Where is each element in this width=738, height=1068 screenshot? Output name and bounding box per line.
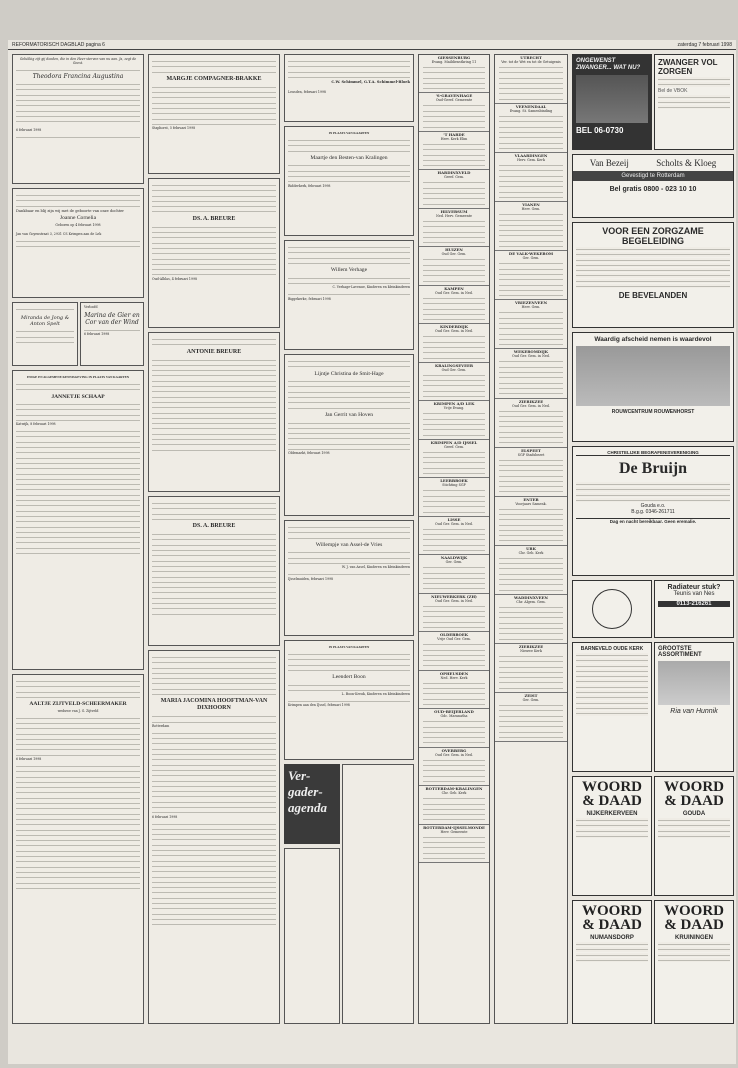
church-listing (419, 594, 489, 632)
ad-town: GOUDA (682, 811, 706, 817)
church-listing (495, 399, 567, 448)
thank-you-van-assel (284, 520, 414, 636)
church-listing (495, 448, 567, 497)
notice-heading: ENIGE EN ALGEMENE KENNISGEVING IN PLAATS VAN KAARTEN (27, 375, 129, 379)
church-text: SGP Stadsbezet (517, 452, 545, 457)
ad-title: GROOTSTE ASSORTIMENT (658, 646, 702, 658)
death-notice-den-besten (284, 126, 414, 236)
newspaper-page (8, 40, 736, 1064)
notice-date: Oldemarkt, februari 1998 (288, 451, 330, 456)
church-town: 'T HARDE (443, 131, 465, 137)
death-notice-breure-2 (148, 496, 280, 646)
church-town: WEKEROMDIJK (513, 349, 549, 355)
church-listing (495, 202, 567, 251)
church-town: ZEIST (524, 693, 538, 699)
church-town: WADDINXVEEN (514, 594, 548, 600)
ad-brand: Ria van Hunnik (670, 708, 718, 715)
church-listing (495, 251, 567, 300)
church-text: Ger. Gem. (522, 698, 540, 703)
church-listing (419, 363, 489, 401)
notice-date: 6 februari 1998 (16, 757, 42, 762)
church-listing (419, 440, 489, 478)
ad-title: VOOR EEN ZORGZAME BEGELEIDING (602, 226, 704, 246)
church-text: Ned. Herv. Kerk (440, 675, 468, 680)
church-text: Oud Ger. Gem. in Ned. (512, 354, 550, 359)
church-town: OUD-BEIJERLAND (434, 709, 474, 715)
place: Rotterdam (152, 723, 170, 728)
church-town: KINDERDIJK (439, 324, 469, 330)
ad-title: Radiateur stuk? (667, 584, 721, 591)
church-text: Oud Ger. Gem. in Ned. (435, 521, 473, 526)
birth-text: Geboren op 4 februari 1998 (55, 222, 101, 227)
thank-you-smit-hage (284, 354, 414, 516)
deceased-name: JANNETJE SCHAAP (51, 393, 105, 400)
deceased-name: Maartje den Besten-van Kralingen (310, 154, 388, 161)
church-listing (419, 478, 489, 516)
church-text: Geref. Gem. (443, 175, 465, 180)
ad-phone: B.g.g. 0346-261711 (631, 509, 675, 516)
ad-sub: Bel de VBOK (658, 87, 688, 94)
church-listing (419, 170, 489, 208)
ad-grootste-assortiment (654, 642, 734, 772)
masthead (8, 40, 736, 50)
church-town: ENTER (523, 496, 539, 502)
church-list-1 (418, 54, 490, 1024)
church-listing (419, 786, 489, 824)
ad-bevelanden (572, 222, 734, 328)
church-listing (495, 546, 567, 595)
birth-notice-2 (12, 188, 144, 298)
ad-woord-daad-1 (572, 776, 652, 896)
masthead-left: REFORMATORISCH DAGBLAD pagina 6 (12, 42, 105, 48)
church-listing (495, 595, 567, 644)
church-text: Oud Ger. Gem. (441, 252, 467, 257)
death-notice-compagner (148, 54, 280, 174)
notice-date: Ridderkerk, februari 1998 (288, 183, 331, 188)
death-notice-boon (284, 640, 414, 760)
ad-zwanger-vol-zorgen (654, 54, 734, 150)
signatories: L. Boon-Kreuk, Kinderen en kleinkinderen (341, 692, 410, 697)
ad-head: CHRISTELIJKE BEGRAFENISVERENIGING (576, 450, 730, 456)
ad-place: Gouda e.o. (640, 503, 666, 510)
notice-date: 6 februari 1998 (16, 128, 42, 133)
ad-barneveld (572, 642, 652, 772)
ad-van-bezeij (572, 154, 734, 218)
church-town: HUIZEN (445, 247, 463, 253)
ad-title: ZWANGER VOL ZORGEN (658, 58, 718, 76)
notice-date: Oud-Alblas, 4 februari 1998 (152, 276, 198, 281)
church-text: Voorjaars Samenk. (515, 501, 547, 506)
couple-names: Miranda de Jong & Anton Spelt (20, 315, 70, 328)
church-listing (419, 709, 489, 747)
deceased-name: ANTONIE BREURE (186, 348, 242, 355)
church-town: URK (526, 545, 536, 551)
birth-notice-1 (12, 54, 144, 184)
church-text: Oud Ger. Gem. in Ned. (512, 403, 550, 408)
ad-town: NUMANSDORP (590, 935, 634, 941)
place-date: Katwijk, 8 februari 1998 (16, 422, 56, 427)
engaged-label: Verloofd (84, 305, 98, 309)
church-text: Stichting SGP (442, 483, 466, 488)
church-town: VLAARDINGEN (514, 153, 548, 159)
church-list-col3b (342, 764, 414, 1024)
ad-phone: 0113-216261 (658, 601, 730, 607)
church-town: HILVERSUM (440, 208, 468, 214)
church-text: Evang. Maildienstkring 11 (431, 60, 477, 64)
ad-town: KRUININGEN (674, 935, 713, 941)
quote: Gelukkig zijt gij dooden, die in den Heer sterven van nu aan. Ja, zegt de Geest. (19, 57, 137, 65)
church-listing (419, 247, 489, 285)
church-text: Herv. Kerk Elim (440, 136, 468, 141)
notice-date: IJsselmuiden, februari 1998 (288, 576, 334, 581)
church-text: Geref. Gem. (443, 444, 465, 449)
ad-phone: BEL 06-0730 (576, 126, 624, 135)
deceased-name: MARIA JACOMINA HOOFTMAN-VAN DIXHOORN (160, 698, 268, 712)
church-town: ZIERIKZEE (518, 643, 544, 649)
church-listing (419, 324, 489, 362)
church-listing (419, 93, 489, 131)
ad-town: NIJKERKERVEEN (586, 811, 638, 817)
church-text: Oud-Geref. Gemeente (435, 98, 473, 103)
notice-heading: IN PLAATS VAN KAARTEN (328, 645, 370, 649)
death-notice-breure-1 (148, 178, 280, 328)
notice-date: Staphorst, 5 februari 1998 (152, 126, 196, 131)
notice-name: Theodora Francina Augustina (32, 73, 124, 81)
church-text: Chr. Algem. Gem. (516, 599, 546, 604)
ad-title: ONGEWENST ZWANGER... WAT NU? (576, 58, 641, 71)
deceased-name: Lijntje Christina de Smit-Hage (314, 370, 384, 377)
church-text: Evang. St. Samenbinding (509, 109, 553, 114)
deceased-name: Willempje van Assel-de Vries (315, 541, 383, 548)
church-listing (419, 55, 489, 93)
church-town: ROTTERDAM-KRALINGEN (425, 786, 483, 792)
deceased-name: Willem Verhage (330, 267, 368, 274)
church-text: Herv. Gem. (521, 305, 541, 310)
thank-you-verhage (284, 240, 414, 350)
church-listing (419, 209, 489, 247)
death-notice-zijtveld (12, 674, 144, 1024)
church-town: LISSE (447, 516, 461, 522)
church-text: Vrije Evang. (443, 406, 465, 411)
ad-rouwcentrum (572, 332, 734, 442)
church-text: Ger. Gem. (522, 256, 540, 261)
ad-brand: WOORD & DAAD (582, 779, 642, 809)
church-text: Chr. Geb. Kerk (441, 791, 467, 796)
ad-ongewenst-zwanger (572, 54, 652, 150)
church-text: Oud Ger. Gem. in Ned. (435, 752, 473, 757)
church-town: VEENENDAAL (515, 104, 547, 110)
ad-brand: WOORD & DAAD (664, 779, 724, 809)
ad-title: BARNEVELD OUDE KERK (580, 646, 644, 652)
church-town: DE VALK-WEKEROM (508, 251, 554, 257)
signatories: C. Verhage-Lavenue, Kinderen en kleinkinderen (332, 285, 410, 290)
engagement-right (80, 302, 144, 366)
thank-you-schimmel (284, 54, 414, 122)
church-listing (495, 693, 567, 742)
church-text: Oud Ger. Gem. (441, 367, 467, 372)
engagement-left (12, 302, 78, 366)
church-town: LEERBROEK (440, 478, 468, 484)
church-text: Herv. Gem. Kerk (517, 158, 545, 163)
church-town: VIANEN (522, 202, 540, 208)
brand-left: Van Bezeij (589, 158, 629, 168)
notice-date: 6 februari 1998 (152, 814, 178, 819)
vergader-agenda-title: Ver-gader-agenda (284, 764, 340, 844)
engaged-date: 6 februari 1998 (84, 332, 110, 337)
ad-woord-daad-3 (572, 900, 652, 1024)
church-listing (419, 132, 489, 170)
church-text: Gdc. Maranatha (440, 714, 468, 719)
church-listing (419, 632, 489, 670)
church-text: Ned. Herv. Gemeente (435, 213, 473, 218)
death-notice-hooftman (148, 650, 280, 1024)
ad-title: Waardig afscheid nemen is waardevol (594, 336, 712, 343)
ad-woord-daad-2 (654, 776, 734, 896)
death-notice-schaap (12, 370, 144, 670)
ad-phone: Bel gratis 0800 - 023 10 10 (609, 186, 697, 193)
church-town: OVERBERG (441, 747, 467, 753)
church-town: NAALDWIJK (440, 555, 468, 561)
church-listing (495, 349, 567, 398)
church-listing (495, 153, 567, 202)
church-town: KRIMPEN A/D LEK (433, 401, 475, 407)
ad-brand: WOORD & DAAD (664, 903, 724, 933)
deceased-name-2: Jan Gerrit van Hoven (325, 411, 373, 418)
ad-brand: De Bruijn (619, 460, 687, 477)
ad-de-bruijn (572, 446, 734, 576)
church-text: Vrije Oud Ger. Gem. (437, 637, 471, 642)
signatories: C.W. Schimmel, G.T.A. Schimmel-Bloek (331, 80, 410, 85)
church-town: KAMPEN (444, 285, 464, 291)
church-listing (419, 401, 489, 439)
ad-woord-daad-4 (654, 900, 734, 1024)
couple-names: Marina de Gier en Cor van der Wind (84, 311, 140, 326)
notice-date: Biggekerke, februari 1998 (288, 296, 331, 301)
deceased-name: Leendert Boon (332, 674, 366, 681)
church-town: OPHEUSDEN (439, 670, 469, 676)
church-listing (419, 671, 489, 709)
church-listing (419, 517, 489, 555)
death-notice-antonie-breure (148, 332, 280, 492)
signatories: W. J. van Assel, Kinderen en kleinkinderen (341, 565, 410, 570)
church-text: Nieuwe Kerk (520, 648, 542, 653)
ad-city: Gevestigd te Rotterdam (573, 171, 733, 181)
church-town: 'S-GRAVENHAGE (435, 93, 473, 99)
deceased-name: AALTJE ZIJTVELD-SCHEERMAKER (29, 701, 127, 708)
church-text: Herv. Gem. (521, 207, 541, 212)
child-name: Joanne Cornelia (59, 215, 97, 222)
masthead-right: zaterdag 7 februari 1998 (677, 42, 732, 48)
church-listing (495, 104, 567, 153)
church-text: Oud Ger. Gem. in Ned. (435, 329, 473, 334)
church-text: Ver. tot de Wet en tot de Getuigenis (501, 60, 561, 64)
church-text: Ger. Gem. (445, 560, 463, 565)
church-listing (495, 55, 567, 104)
church-listing (419, 825, 489, 863)
church-town: ROTTERDAM-IJSSELMONDE (423, 824, 485, 830)
church-text: Oud Ger. Gem. in Ned. (435, 598, 473, 603)
deceased-sub: weduwe van J. G. Zijtveld (57, 708, 99, 713)
church-town: VRIEZENVEEN (514, 300, 548, 306)
notice-heading: IN PLAATS VAN KAARTEN (328, 131, 370, 135)
church-town: NIEUWERKERK (ZH) (431, 593, 477, 599)
ad-seal (572, 580, 652, 638)
deceased-name: DS. A. BREURE (192, 215, 236, 222)
ad-brand: DE BEVELANDEN (618, 291, 688, 301)
church-town: ELSPEET (521, 447, 541, 453)
church-listing (495, 644, 567, 693)
notice-date: Leusden, februari 1998 (288, 89, 326, 94)
deceased-name: MARGJE COMPAGNER-BRAKKE (166, 75, 262, 82)
church-listing (419, 748, 489, 786)
address: Jan van Goyenstraat 3, 2931 CS Krimpen aan de Lek (16, 231, 102, 236)
ad-sub: Teunis van Nes (673, 591, 715, 597)
church-listing (495, 497, 567, 546)
deceased-name: DS. A. BREURE (192, 523, 236, 530)
ad-brand: WOORD & DAAD (582, 903, 642, 933)
church-town: HARDINXVELD (437, 170, 471, 176)
intro-text: Dankbaar en blij zijn wij met de geboorte van onze dochter (16, 208, 125, 213)
ad-brand: ROUWCENTRUM ROUWENHORST (611, 409, 695, 415)
church-town: KRALINGSEVEER (434, 362, 474, 368)
church-town: UTRECHT (520, 55, 542, 60)
church-text: Herv. Gemeente (440, 829, 468, 834)
church-listing (495, 300, 567, 349)
church-town: GIESSENBURG (437, 55, 471, 60)
ad-foot: Dag en nacht bereikbaar. Geen eremalie. (576, 518, 730, 524)
church-list-col3a (284, 848, 340, 1024)
ad-radiateur (654, 580, 734, 638)
church-town: ZIERIKZEE (518, 398, 544, 404)
church-list-2 (494, 54, 568, 1024)
church-listing (419, 555, 489, 593)
church-listing (419, 286, 489, 324)
church-town: KRIMPEN A/D IJSSEL (430, 439, 478, 445)
church-text: Chr. Geb. Kerk (518, 550, 544, 555)
church-text: Oud Ger. Gem. in Ned. (435, 290, 473, 295)
church-town: OLDEBROEK (439, 632, 469, 638)
notice-date: Krimpen aan den IJssel, februari 1998 (288, 703, 350, 708)
brand-right: Scholts & Kloeg (656, 158, 717, 168)
